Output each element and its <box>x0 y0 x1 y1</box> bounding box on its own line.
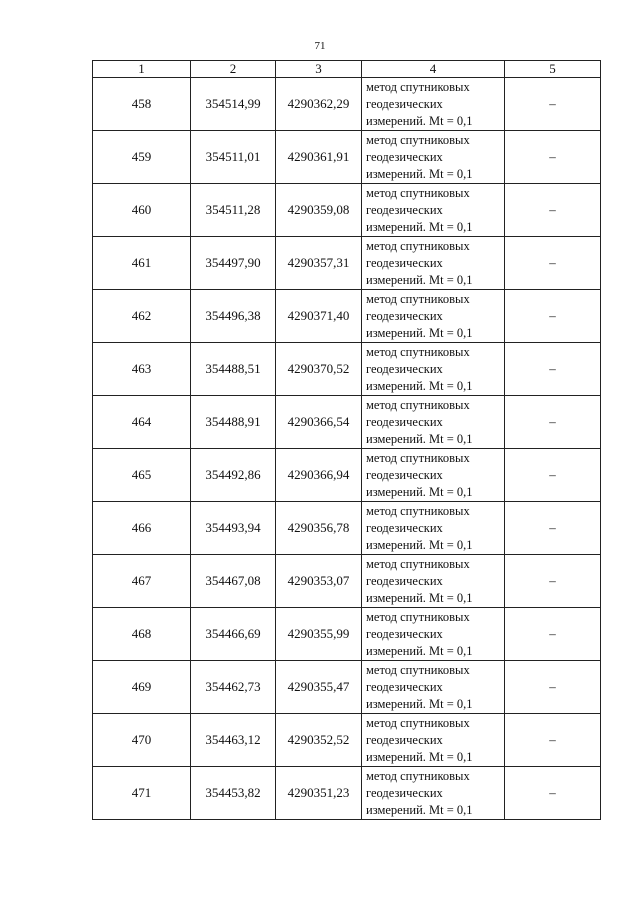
note-cell: – <box>505 714 601 767</box>
point-number-cell: 461 <box>93 237 191 290</box>
point-number-cell: 471 <box>93 767 191 820</box>
method-cell <box>362 767 505 820</box>
method-text-line: метод спутниковых <box>366 556 470 571</box>
method-text-line: геодезических <box>366 732 443 747</box>
point-number-cell: 463 <box>93 343 191 396</box>
method-text-line: метод спутниковых <box>366 344 470 359</box>
method-text-line: геодезических <box>366 414 443 429</box>
note-cell: – <box>505 78 601 131</box>
method-text-line: геодезических <box>366 96 443 111</box>
column-header-3: 3 <box>276 61 362 78</box>
x-coordinate-cell: 354453,82 <box>191 767 276 820</box>
table-body <box>93 78 601 820</box>
method-text-line: измерений. Mt = 0,1 <box>366 166 473 181</box>
method-text-line: геодезических <box>366 255 443 270</box>
y-coordinate-cell: 4290366,54 <box>276 396 362 449</box>
x-coordinate-cell: 354493,94 <box>191 502 276 555</box>
column-header-1: 1 <box>93 61 191 78</box>
table-row <box>93 714 601 767</box>
x-coordinate-cell: 354463,12 <box>191 714 276 767</box>
table-row <box>93 78 601 131</box>
note-cell: – <box>505 767 601 820</box>
table-row <box>93 184 601 237</box>
x-coordinate-cell: 354467,08 <box>191 555 276 608</box>
method-text-line: метод спутниковых <box>366 609 470 624</box>
note-cell: – <box>505 502 601 555</box>
method-text-line: метод спутниковых <box>366 132 470 147</box>
x-coordinate-cell: 354492,86 <box>191 449 276 502</box>
y-coordinate-cell: 4290370,52 <box>276 343 362 396</box>
point-number-cell: 458 <box>93 78 191 131</box>
method-text-line: геодезических <box>366 785 443 800</box>
method-text-line: метод спутниковых <box>366 238 470 253</box>
method-cell <box>362 343 505 396</box>
method-cell <box>362 290 505 343</box>
x-coordinate-cell: 354511,28 <box>191 184 276 237</box>
method-text-line: измерений. Mt = 0,1 <box>366 113 473 128</box>
note-cell: – <box>505 290 601 343</box>
method-text-line: метод спутниковых <box>366 715 470 730</box>
method-cell <box>362 714 505 767</box>
method-text-line: метод спутниковых <box>366 291 470 306</box>
x-coordinate-cell: 354497,90 <box>191 237 276 290</box>
method-text-line: геодезических <box>366 149 443 164</box>
y-coordinate-cell: 4290353,07 <box>276 555 362 608</box>
point-number-cell: 459 <box>93 131 191 184</box>
method-cell <box>362 502 505 555</box>
method-text-line: измерений. Mt = 0,1 <box>366 802 473 817</box>
method-text-line: измерений. Mt = 0,1 <box>366 272 473 287</box>
x-coordinate-cell: 354514,99 <box>191 78 276 131</box>
y-coordinate-cell: 4290355,99 <box>276 608 362 661</box>
y-coordinate-cell: 4290355,47 <box>276 661 362 714</box>
y-coordinate-cell: 4290362,29 <box>276 78 362 131</box>
y-coordinate-cell: 4290359,08 <box>276 184 362 237</box>
y-coordinate-cell: 4290361,91 <box>276 131 362 184</box>
method-text-line: геодезических <box>366 308 443 323</box>
point-number-cell: 460 <box>93 184 191 237</box>
method-cell <box>362 555 505 608</box>
column-header-5: 5 <box>505 61 601 78</box>
x-coordinate-cell: 354488,91 <box>191 396 276 449</box>
point-number-cell: 468 <box>93 608 191 661</box>
method-text-line: измерений. Mt = 0,1 <box>366 696 473 711</box>
point-number-cell: 462 <box>93 290 191 343</box>
note-cell: – <box>505 131 601 184</box>
method-text-line: измерений. Mt = 0,1 <box>366 749 473 764</box>
coordinates-table <box>92 60 601 820</box>
table-row <box>93 608 601 661</box>
method-cell <box>362 449 505 502</box>
method-text-line: измерений. Mt = 0,1 <box>366 378 473 393</box>
table-header-row <box>93 61 601 78</box>
table-row <box>93 396 601 449</box>
column-header-4: 4 <box>362 61 505 78</box>
point-number-cell: 467 <box>93 555 191 608</box>
method-text-line: геодезических <box>366 467 443 482</box>
method-text-line: геодезических <box>366 626 443 641</box>
method-text-line: измерений. Mt = 0,1 <box>366 590 473 605</box>
x-coordinate-cell: 354511,01 <box>191 131 276 184</box>
note-cell: – <box>505 555 601 608</box>
note-cell: – <box>505 184 601 237</box>
table-row <box>93 343 601 396</box>
table-row <box>93 502 601 555</box>
table-row <box>93 767 601 820</box>
method-text-line: измерений. Mt = 0,1 <box>366 643 473 658</box>
method-text-line: метод спутниковых <box>366 79 470 94</box>
note-cell: – <box>505 237 601 290</box>
method-text-line: геодезических <box>366 520 443 535</box>
method-cell <box>362 184 505 237</box>
method-text-line: измерений. Mt = 0,1 <box>366 484 473 499</box>
method-text-line: измерений. Mt = 0,1 <box>366 431 473 446</box>
note-cell: – <box>505 661 601 714</box>
method-text-line: измерений. Mt = 0,1 <box>366 325 473 340</box>
x-coordinate-cell: 354466,69 <box>191 608 276 661</box>
y-coordinate-cell: 4290351,23 <box>276 767 362 820</box>
method-text-line: метод спутниковых <box>366 397 470 412</box>
note-cell: – <box>505 343 601 396</box>
method-text-line: геодезических <box>366 573 443 588</box>
y-coordinate-cell: 4290366,94 <box>276 449 362 502</box>
method-text-line: геодезических <box>366 361 443 376</box>
y-coordinate-cell: 4290371,40 <box>276 290 362 343</box>
note-cell: – <box>505 396 601 449</box>
table-row <box>93 449 601 502</box>
table-row <box>93 555 601 608</box>
method-cell <box>362 608 505 661</box>
point-number-cell: 465 <box>93 449 191 502</box>
x-coordinate-cell: 354496,38 <box>191 290 276 343</box>
y-coordinate-cell: 4290352,52 <box>276 714 362 767</box>
point-number-cell: 464 <box>93 396 191 449</box>
method-text-line: метод спутниковых <box>366 662 470 677</box>
method-text-line: измерений. Mt = 0,1 <box>366 219 473 234</box>
method-text-line: метод спутниковых <box>366 185 470 200</box>
y-coordinate-cell: 4290356,78 <box>276 502 362 555</box>
table-row <box>93 290 601 343</box>
x-coordinate-cell: 354488,51 <box>191 343 276 396</box>
table-row <box>93 237 601 290</box>
table-row <box>93 131 601 184</box>
method-cell <box>362 661 505 714</box>
point-number-cell: 469 <box>93 661 191 714</box>
method-text-line: метод спутниковых <box>366 503 470 518</box>
point-number-cell: 466 <box>93 502 191 555</box>
table-row <box>93 661 601 714</box>
point-number-cell: 470 <box>93 714 191 767</box>
y-coordinate-cell: 4290357,31 <box>276 237 362 290</box>
method-text-line: метод спутниковых <box>366 450 470 465</box>
method-cell <box>362 78 505 131</box>
method-text-line: метод спутниковых <box>366 768 470 783</box>
method-cell <box>362 237 505 290</box>
method-text-line: геодезических <box>366 679 443 694</box>
method-cell <box>362 396 505 449</box>
note-cell: – <box>505 449 601 502</box>
x-coordinate-cell: 354462,73 <box>191 661 276 714</box>
column-header-2: 2 <box>191 61 276 78</box>
page-number: 71 <box>314 40 326 52</box>
method-cell <box>362 131 505 184</box>
method-text-line: геодезических <box>366 202 443 217</box>
method-text-line: измерений. Mt = 0,1 <box>366 537 473 552</box>
note-cell: – <box>505 608 601 661</box>
